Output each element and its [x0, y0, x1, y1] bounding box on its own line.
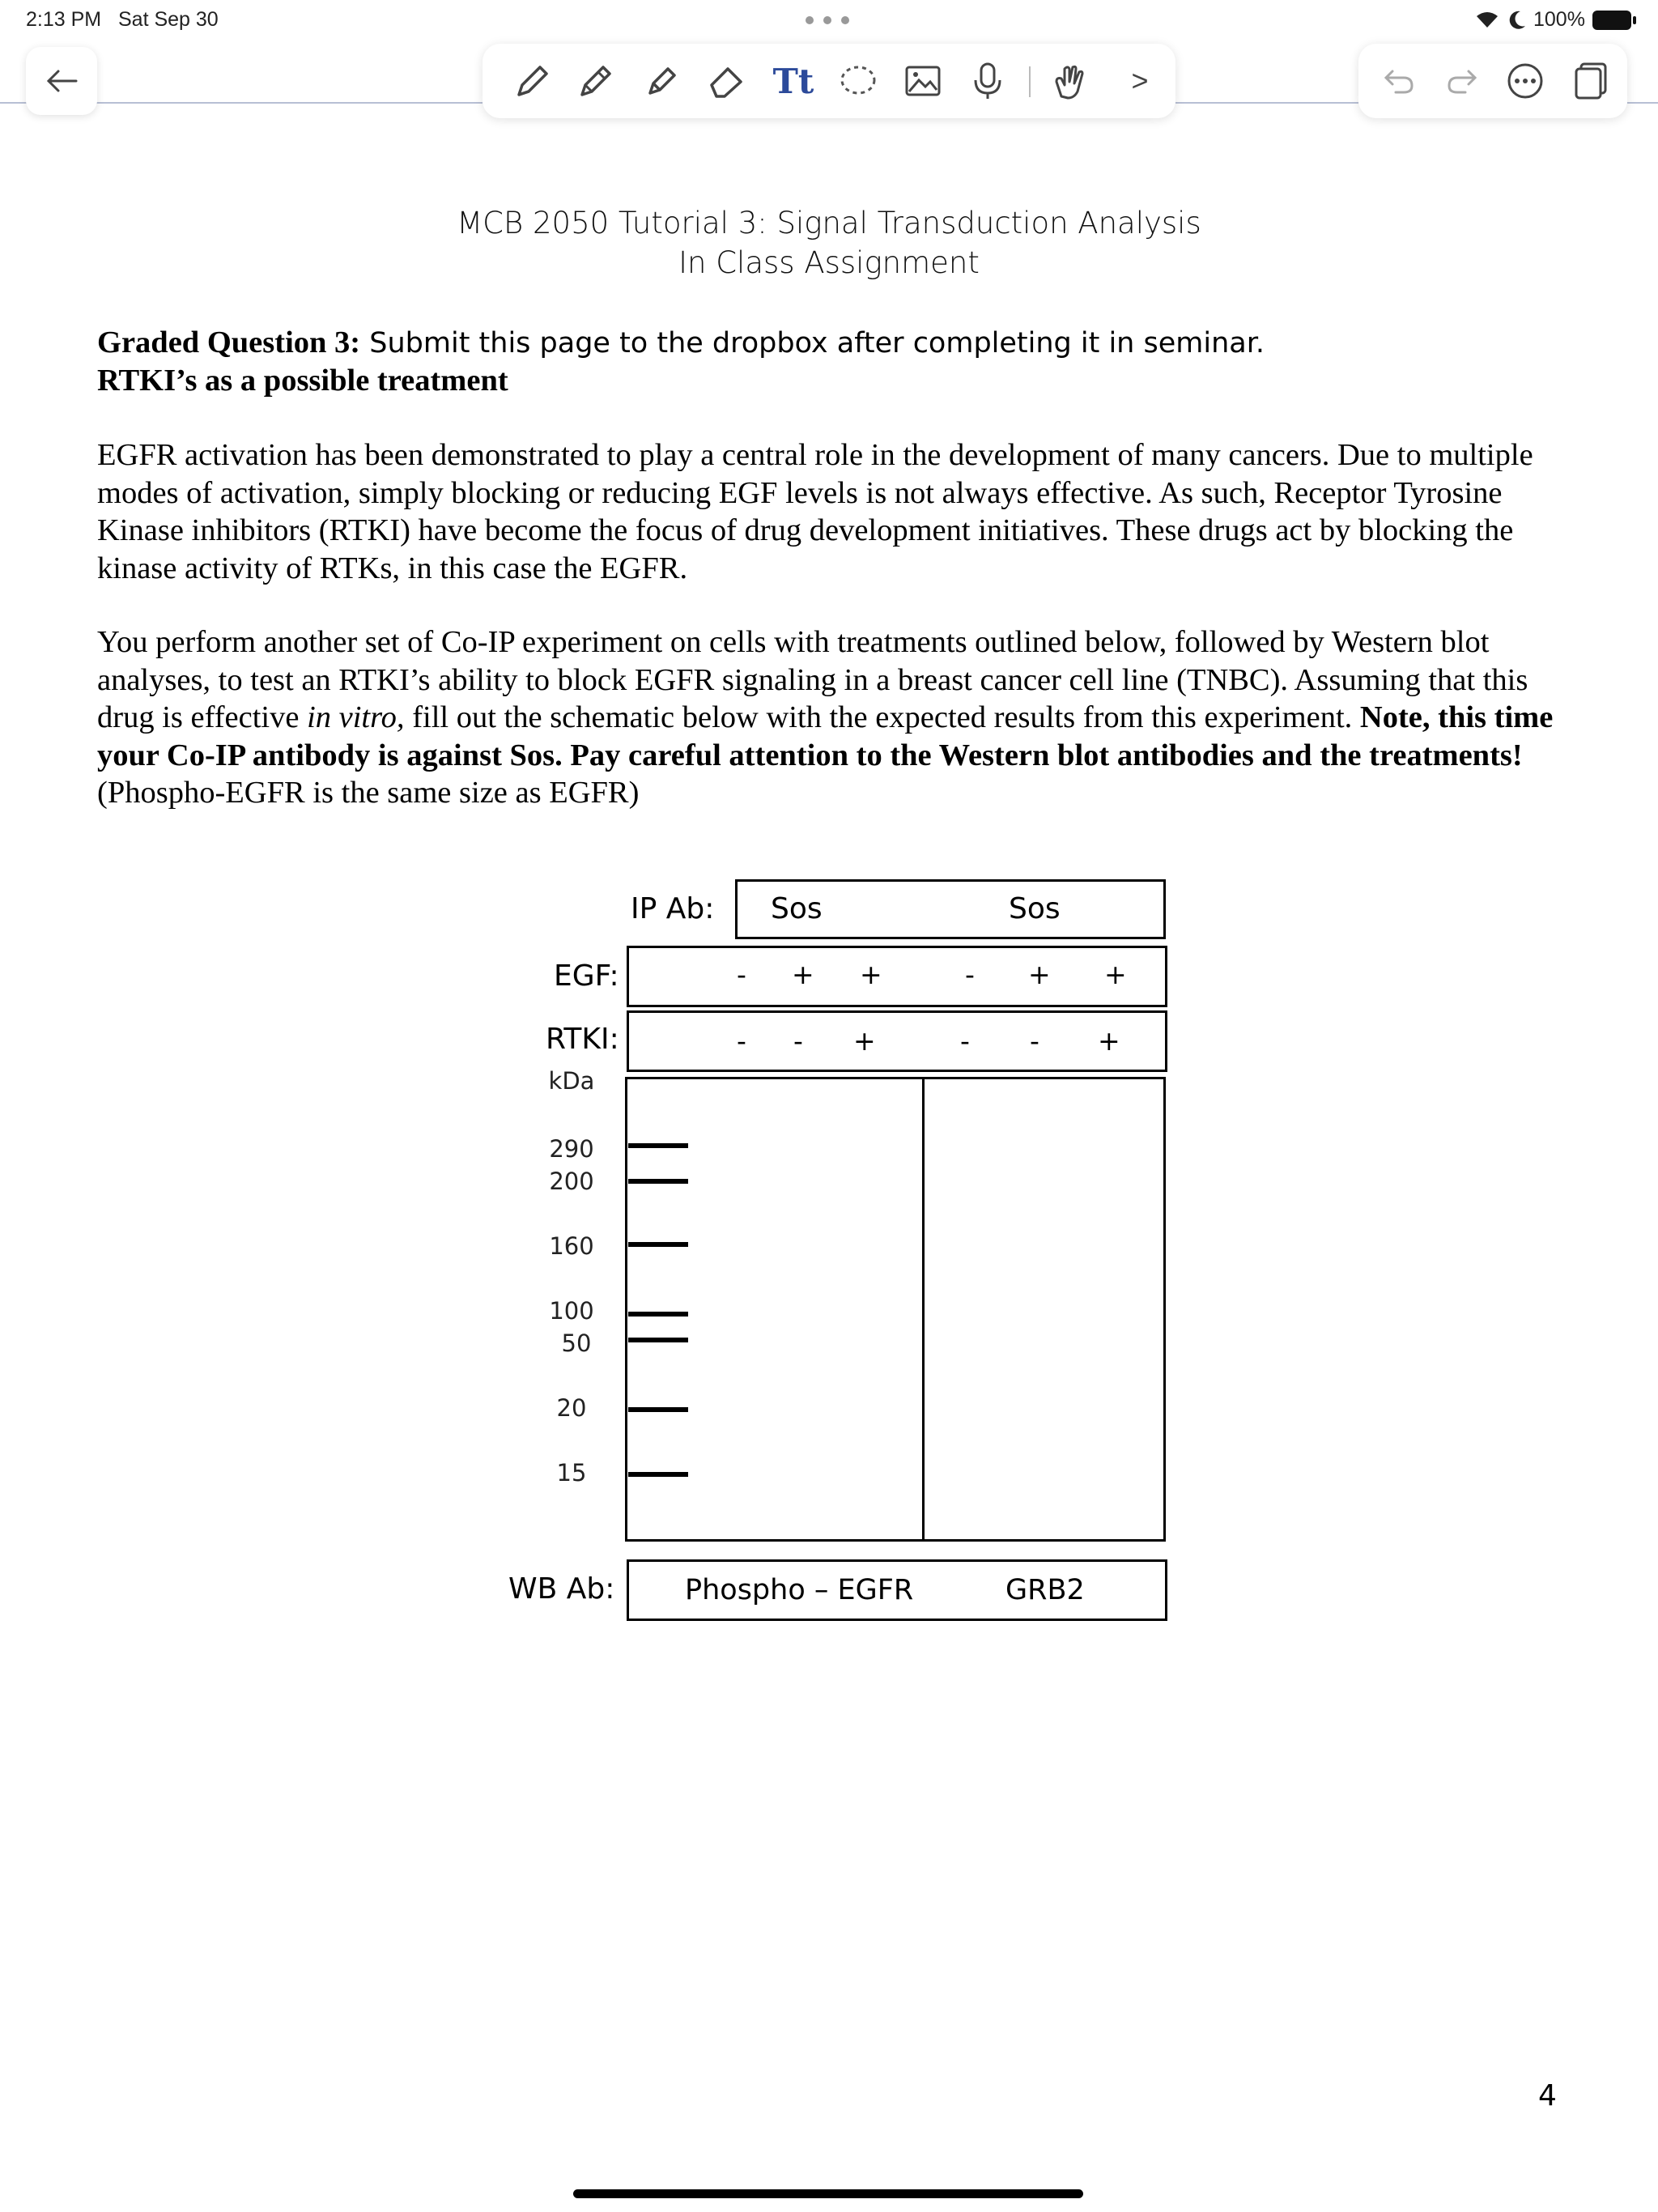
wb-ab-left: Phospho – EGFR — [685, 1574, 914, 1606]
question-label: Graded Question 3: — [97, 325, 361, 359]
ladder-label-200: 200 — [549, 1168, 594, 1195]
ladder-band-200 — [628, 1179, 688, 1184]
ladder-band-290 — [628, 1143, 688, 1148]
question-instruction: Submit this page to the dropbox after completing it in seminar. — [360, 327, 1265, 359]
lasso-icon[interactable] — [834, 57, 882, 105]
egf-lane-2: + — [792, 959, 814, 990]
rtki-lane-3: + — [853, 1025, 876, 1057]
egf-box — [627, 946, 1167, 1007]
rtki-lane-4: - — [960, 1025, 970, 1057]
rtki-label: RTKI: — [546, 1023, 619, 1056]
home-indicator[interactable] — [573, 2189, 1083, 2198]
back-button[interactable] — [26, 47, 97, 115]
blot-lane-divider — [922, 1077, 925, 1542]
wb-ab-label: WB Ab: — [508, 1572, 615, 1606]
blot-panel — [625, 1077, 1166, 1542]
more-options-icon[interactable] — [1501, 57, 1550, 105]
toolbar-separator — [1029, 66, 1031, 97]
egf-lane-4: - — [965, 959, 975, 990]
battery-icon — [1592, 9, 1637, 32]
undo-icon[interactable] — [1375, 57, 1423, 105]
ladder-band-20 — [628, 1407, 688, 1412]
ladder-label-20: 20 — [556, 1394, 587, 1422]
hand-draw-icon[interactable] — [1046, 57, 1095, 105]
moon-icon — [1507, 10, 1527, 31]
pen-icon[interactable] — [508, 57, 557, 105]
paragraph-experiment-text-b: fill out the schematic below with the expected results from this experiment. — [404, 700, 1360, 734]
ladder-label-100: 100 — [549, 1297, 594, 1325]
question-subtitle: RTKI’s as a possible treatment — [97, 364, 508, 398]
redo-icon[interactable] — [1438, 57, 1486, 105]
ladder-band-50 — [628, 1338, 688, 1342]
toolbar-divider-right — [1627, 102, 1658, 104]
multitasking-dots-icon[interactable] — [801, 15, 858, 26]
pages-icon[interactable] — [1567, 57, 1616, 105]
egf-lane-5: + — [1028, 959, 1051, 990]
question-heading — [97, 324, 1579, 363]
ladder-label-50: 50 — [561, 1329, 592, 1357]
arrow-left-icon — [45, 69, 78, 93]
kda-label: kDa — [548, 1067, 595, 1095]
highlighter-icon[interactable] — [638, 57, 687, 105]
ip-ab-label: IP Ab: — [631, 892, 715, 925]
ip-ab-right: Sos — [1009, 892, 1061, 925]
chevron-right-icon[interactable]: > — [1131, 64, 1149, 97]
text-tool-icon[interactable]: Tt — [772, 61, 814, 101]
wifi-icon — [1475, 10, 1499, 29]
paragraph-experiment-italic: in vitro, — [307, 700, 405, 734]
rtki-lane-1: - — [737, 1025, 746, 1057]
paragraph-experiment-text-c: (Phospho-EGFR is the same size as EGFR) — [97, 776, 640, 810]
status-time: 2:13 PM — [26, 8, 102, 31]
paragraph-experiment-text-a: You perform another set of Co-IP experiment on cells with treatments outlined below, followed by Western blot analyses, to test an RTKI’s ability to block EGFR signaling in a breast cancer cell line (TNBC). Assuming that this drug is effective — [97, 625, 1528, 734]
egf-label: EGF: — [554, 959, 619, 993]
rtki-lane-6: + — [1098, 1025, 1120, 1057]
pencil-icon[interactable] — [572, 57, 620, 105]
document-title: MCB 2050 Tutorial 3: Signal Transduction Analysis — [457, 206, 1201, 240]
egf-lane-1: - — [737, 959, 746, 990]
ladder-label-160: 160 — [549, 1232, 594, 1260]
document-subtitle: In Class Assignment — [678, 245, 980, 280]
ladder-band-100 — [628, 1312, 688, 1317]
rtki-lane-5: - — [1030, 1025, 1039, 1057]
egf-lane-3: + — [860, 959, 882, 990]
ladder-label-15: 15 — [556, 1459, 587, 1487]
ladder-band-160 — [628, 1242, 688, 1247]
paragraph-experiment-note: Note, this time your Co-IP antibody is against Sos. Pay careful attention to the Western blot antibodies and the treatments! — [97, 700, 1554, 772]
battery-percent: 100% — [1533, 8, 1585, 31]
egf-lane-6: + — [1104, 959, 1127, 990]
rtki-lane-2: - — [793, 1025, 803, 1057]
wb-ab-right: GRB2 — [1005, 1574, 1085, 1606]
toolbar-divider-mid — [1175, 102, 1358, 104]
microphone-icon[interactable] — [963, 57, 1012, 105]
paragraph-experiment — [97, 623, 1579, 812]
status-date: Sat Sep 30 — [118, 8, 219, 31]
page-number: 4 — [1538, 2079, 1557, 2112]
rtki-box — [627, 1010, 1167, 1072]
eraser-icon[interactable] — [703, 57, 751, 105]
image-icon[interactable] — [899, 57, 947, 105]
ip-ab-left: Sos — [771, 892, 823, 925]
ladder-band-15 — [628, 1472, 688, 1477]
paragraph-egfr: EGFR activation has been demonstrated to play a central role in the development of many cancers. Due to multiple modes of activation, simply blocking or reducing EGF levels is not always effective. As such, Receptor Tyrosine Kinase inhibitors (RTKI) have become the focus of drug development initiatives. These drugs act by blocking the kinase activity of RTKs, in this case the EGFR. — [97, 438, 1533, 585]
ladder-label-290: 290 — [549, 1135, 594, 1163]
